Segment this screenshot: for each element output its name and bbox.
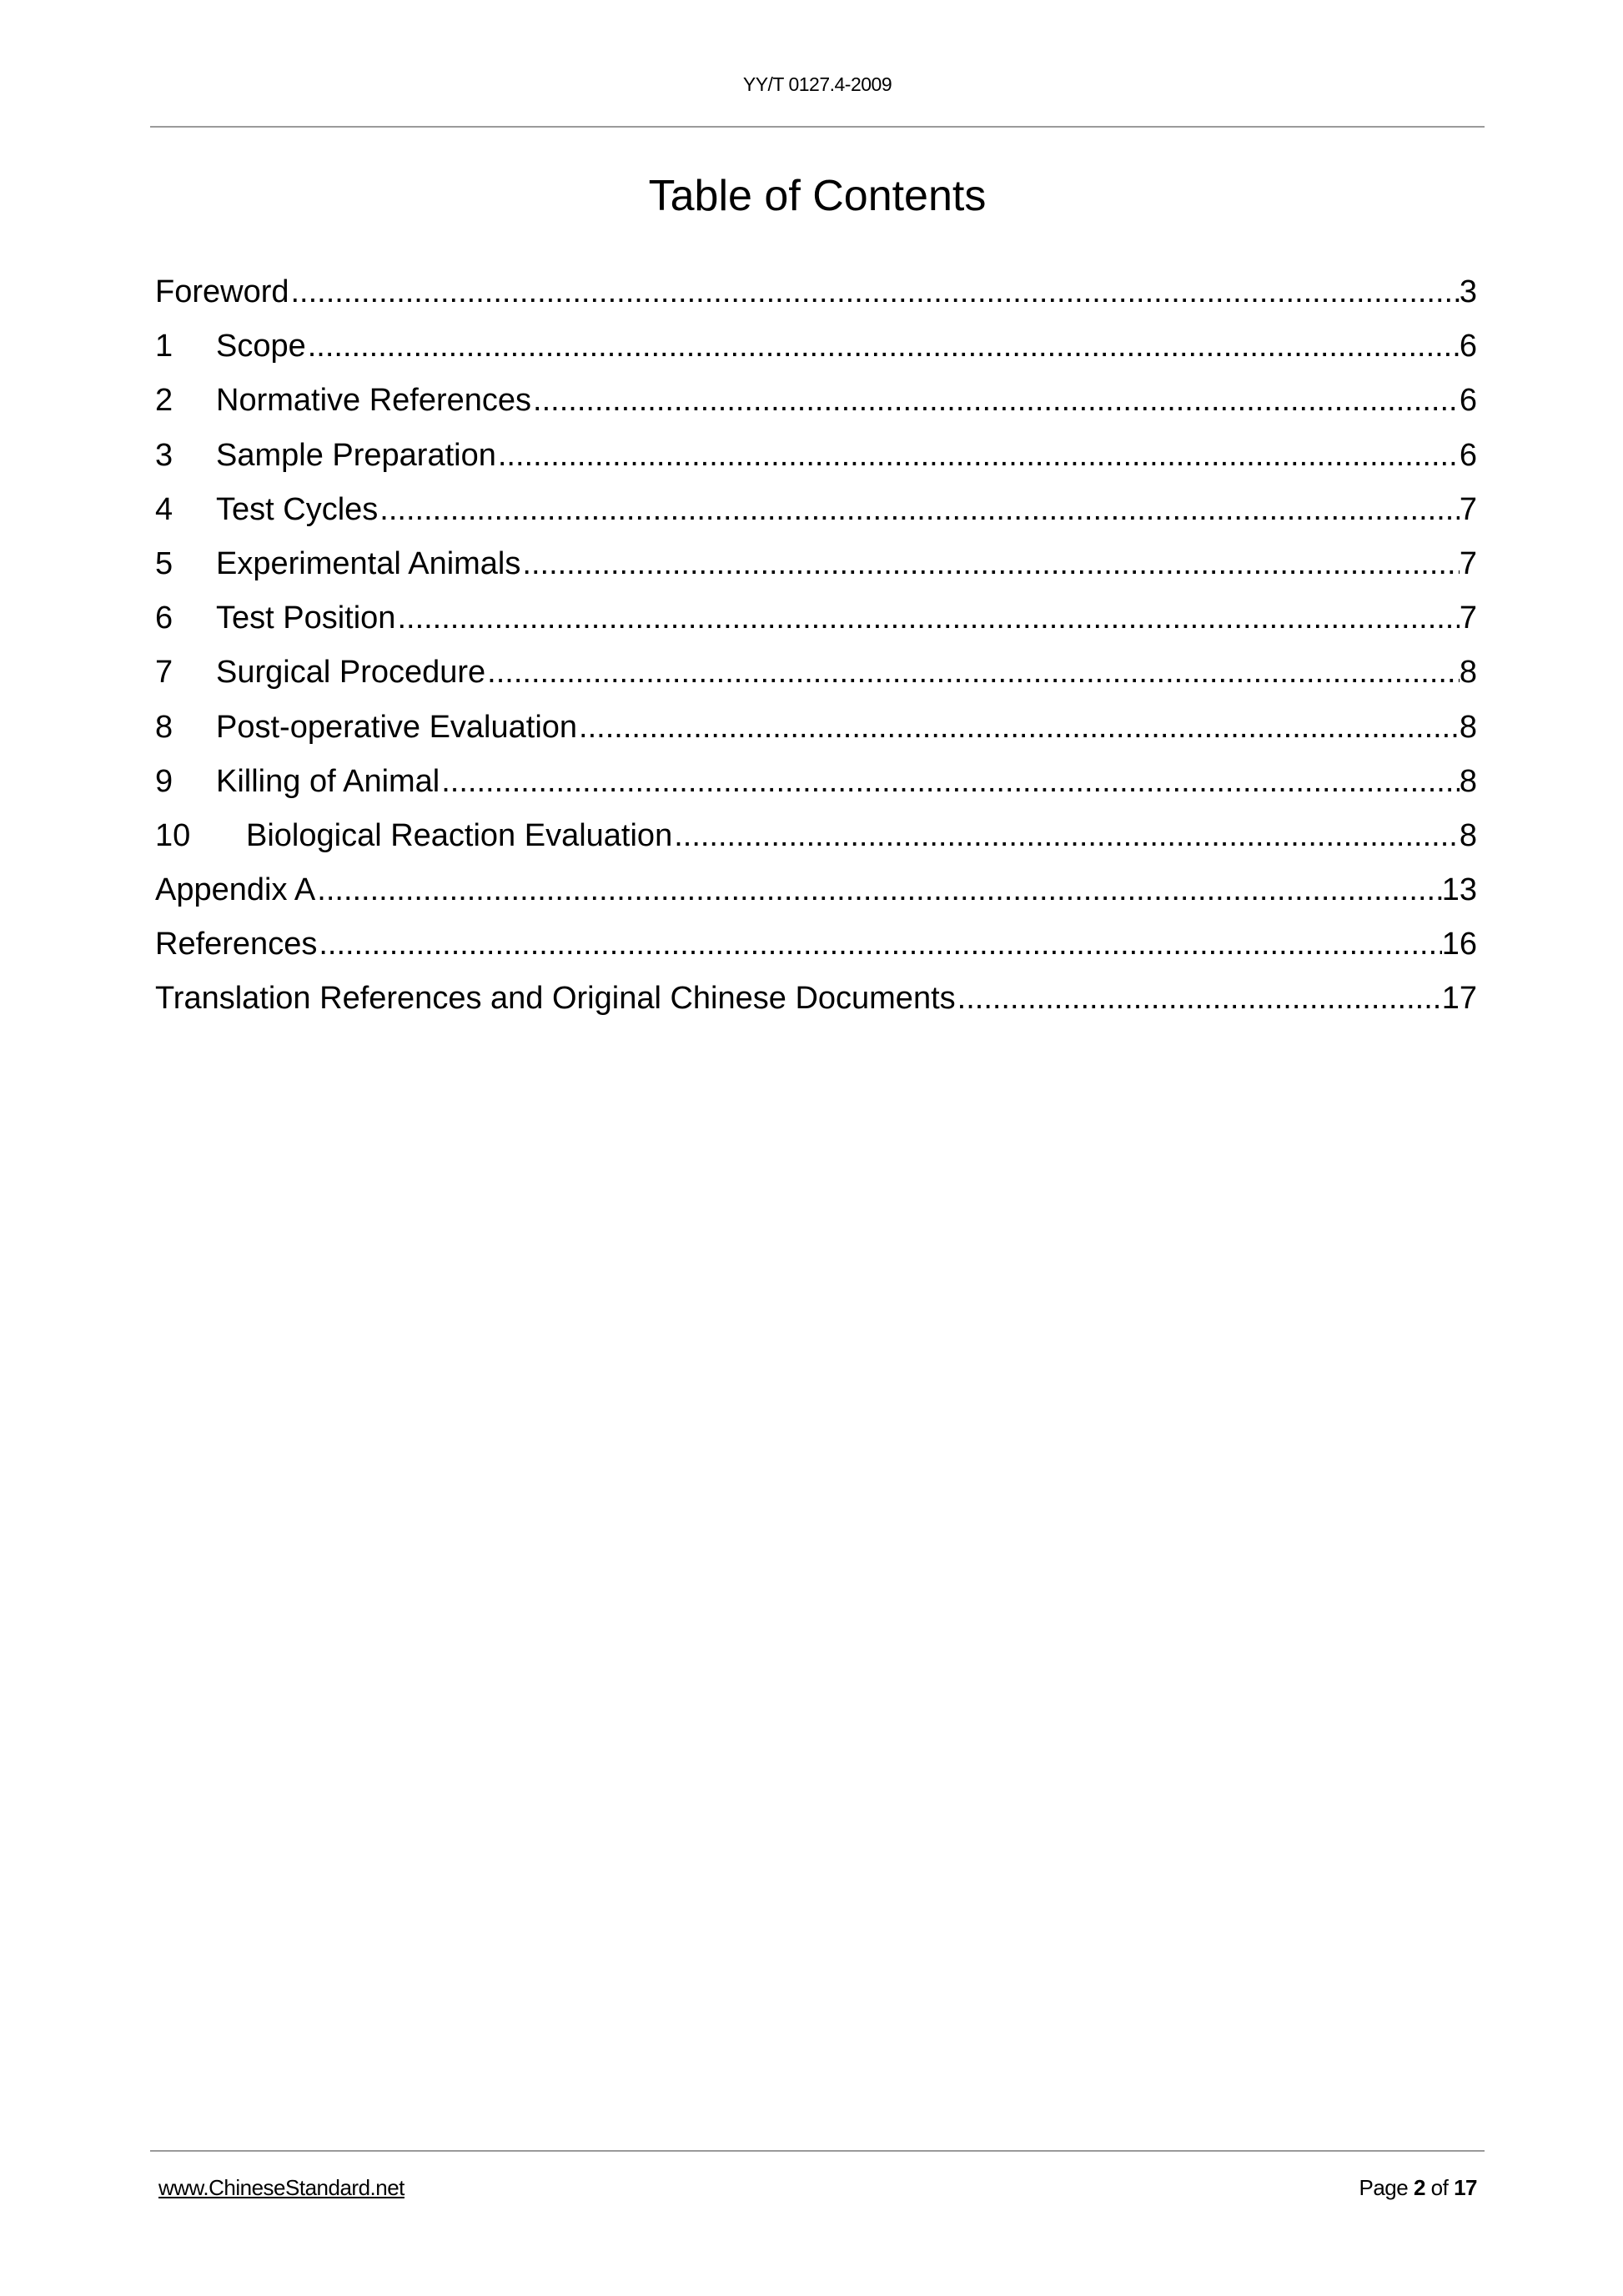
toc-entry-page: 8 (1459, 763, 1477, 799)
toc-entry-label: Test Cycles (216, 491, 379, 527)
toc-dot-leader (378, 483, 1460, 537)
toc-entry-number: 4 (155, 491, 173, 527)
toc-entry-appendix-a[interactable] (155, 863, 1477, 917)
toc-entry-page: 3 (1459, 274, 1477, 309)
toc-entry-page: 16 (1441, 927, 1477, 962)
toc-entry-page: 8 (1459, 655, 1477, 691)
toc-entry-label: Test Position (216, 600, 396, 636)
toc-entry-label: Killing of Animal (216, 763, 440, 799)
toc-entry-normative-references[interactable] (155, 374, 1477, 428)
toc-entry-references[interactable] (155, 917, 1477, 972)
toc-dot-leader (395, 591, 1459, 646)
toc-entry-number: 2 (155, 383, 173, 419)
document-id-header: YY/T 0127.4-2009 (742, 73, 892, 95)
toc-dot-leader (440, 755, 1460, 809)
toc-entry-label: Experimental Animals (216, 545, 521, 581)
toc-entry-experimental-animals[interactable] (155, 537, 1477, 591)
toc-entry-label: Post-operative Evaluation (216, 709, 578, 745)
toc-entry-page: 6 (1459, 437, 1477, 473)
toc-entry-page: 17 (1441, 981, 1477, 1017)
toc-entry-page: 6 (1459, 329, 1477, 364)
toc-dot-leader (956, 972, 1442, 1026)
toc-entry-page: 8 (1459, 709, 1477, 745)
toc-entry-label: Sample Preparation (216, 437, 496, 473)
toc-entry-post-operative-evaluation[interactable] (155, 701, 1477, 755)
toc-entry-number: 6 (155, 600, 173, 636)
toc-entry-page: 7 (1459, 491, 1477, 527)
toc-entry-label: References (155, 927, 318, 962)
toc-dot-leader (672, 809, 1460, 863)
toc-entry-number: 5 (155, 545, 173, 581)
toc-entry-page: 7 (1459, 545, 1477, 581)
toc-entry-killing-of-animal[interactable] (155, 755, 1477, 809)
toc-entry-number: 1 (155, 329, 173, 364)
toc-entry-page: 13 (1441, 872, 1477, 908)
toc-entry-label: Surgical Procedure (216, 655, 486, 691)
toc-entry-page: 8 (1459, 817, 1477, 853)
toc-dot-leader (289, 265, 1460, 319)
toc-entry-page: 6 (1459, 383, 1477, 419)
toc-dot-leader (577, 701, 1460, 755)
toc-dot-leader (531, 374, 1460, 428)
toc-entry-foreword[interactable] (155, 265, 1477, 319)
toc-entry-label: Foreword (155, 274, 289, 309)
header-divider (150, 126, 1485, 128)
toc-dot-leader (306, 319, 1460, 374)
toc-entry-label: Appendix A (155, 872, 316, 908)
toc-entry-number: 7 (155, 655, 173, 691)
toc-entry-label: Biological Reaction Evaluation (246, 817, 673, 853)
toc-entry-page: 7 (1459, 600, 1477, 636)
page-of: of (1430, 2175, 1449, 2200)
toc-dot-leader (315, 863, 1441, 917)
toc-entry-label: Normative References (216, 383, 532, 419)
toc-dot-leader (485, 646, 1460, 700)
toc-entry-number: 9 (155, 763, 173, 799)
toc-entry-number: 8 (155, 709, 173, 745)
toc-entry-number: 10 (155, 817, 191, 853)
current-page: 2 (1413, 2175, 1425, 2200)
toc-entry-label: Translation References and Original Chinese Documents (155, 981, 956, 1017)
footer-divider (150, 2150, 1485, 2152)
website-link[interactable]: www.ChineseStandard.net (158, 2175, 404, 2200)
total-pages: 17 (1454, 2175, 1477, 2200)
table-of-contents (155, 265, 1477, 1027)
toc-entry-number: 3 (155, 437, 173, 473)
toc-entry-test-position[interactable] (155, 591, 1477, 646)
page-prefix: Page (1359, 2175, 1409, 2200)
page-number (1359, 2175, 1477, 2201)
toc-dot-leader (317, 917, 1441, 972)
toc-entry-translation-references[interactable] (155, 972, 1477, 1026)
toc-dot-leader (520, 537, 1459, 591)
toc-entry-scope[interactable] (155, 319, 1477, 374)
page-title: Table of Contents (648, 172, 987, 220)
toc-entry-label: Scope (216, 329, 306, 364)
toc-entry-surgical-procedure[interactable] (155, 646, 1477, 700)
toc-dot-leader (496, 429, 1460, 483)
toc-entry-biological-reaction-evaluation[interactable] (155, 809, 1477, 863)
toc-entry-sample-preparation[interactable] (155, 429, 1477, 483)
toc-entry-test-cycles[interactable] (155, 483, 1477, 537)
